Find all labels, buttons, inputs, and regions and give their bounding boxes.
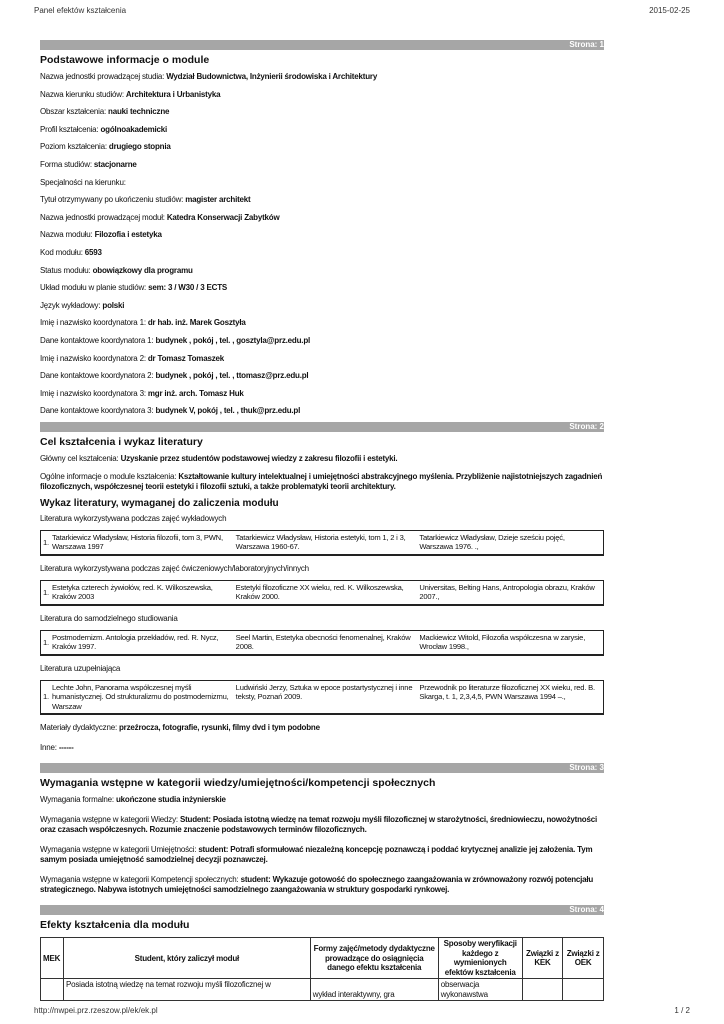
literature-entry	[40, 630, 604, 656]
page-separator	[40, 763, 604, 773]
info-row: Układ modułu w planie studiów: sem: 3 / W30 / 3 ECTS	[40, 283, 228, 293]
main-goal: Główny cel kształcenia: Uzyskanie przez studentów podstawowej wiedzy z zakresu filozofii i estetyki.	[40, 453, 398, 463]
section-title-literature: Wykaz literatury, wymaganej do zaliczenia modułu	[40, 497, 279, 509]
cell-forms: wykład interaktywny, gra	[310, 979, 438, 1001]
info-row: Profil kształcenia: ogólnoakademicki	[40, 124, 168, 134]
page-label: Strona: 4	[569, 905, 604, 915]
literature-entry	[40, 530, 604, 556]
literature-entry	[40, 680, 604, 716]
section-title-basic: Podstawowe informacje o module	[40, 54, 210, 66]
col-kek: Związki z KEK	[522, 938, 563, 979]
cell-verification: obserwacja wykonawstwa	[438, 979, 522, 1001]
page-label: Strona: 2	[569, 421, 604, 431]
general-info: Ogólne informacje o module kształcenia: Kształtowanie kultury intelektualnej i umiejętności abstrakcyjnego myślenia. Przybliżenie najistotniejszych zagadnień filozoficznych, współczesnej teorii estetyki i filozofii sztuki, a także problematyki teorii architektury.	[40, 471, 603, 491]
col-student: Student, który zaliczył moduł	[63, 938, 310, 979]
section-title-requirements: Wymagania wstępne w kategorii wiedzy/umiejętności/kompetencji społecznych	[40, 777, 436, 790]
info-row: Forma studiów: stacjonarne	[40, 159, 137, 169]
literature-entry	[40, 580, 604, 606]
page-label: Strona: 1	[569, 40, 604, 49]
section-title-goal: Cel kształcenia i wykaz literatury	[40, 435, 203, 448]
literature-item: Universitas, Belting Hans, Antropologia obrazu, Kraków 2007.,	[419, 582, 595, 602]
info-row: Status modułu: obowiązkowy dla programu	[40, 265, 193, 275]
entry-number: 1.	[43, 692, 49, 702]
basic-info-list	[40, 72, 604, 424]
literature-item: Lechte John, Panorama współczesnej myśli humanistycznej. Od strukturalizmu do postmodernizmu, Warszaw	[52, 682, 229, 711]
info-row: Obszar kształcenia: nauki techniczne	[40, 107, 170, 117]
page-footer	[34, 1006, 690, 1015]
requirements-list	[40, 815, 604, 895]
col-verification: Sposoby weryfikacji każdego z wymienionych efektów kształcenia	[438, 938, 522, 979]
literature-list	[40, 514, 604, 716]
literature-item: Mackiewicz Witold, Filozofia współczesna w zarysie, Wrocław 1998.,	[419, 632, 586, 652]
entry-number: 1.	[43, 587, 49, 597]
cell-oek	[563, 979, 604, 1001]
literature-group-label: Literatura wykorzystywana podczas zajęć wykładowych	[40, 513, 227, 523]
table-header-row	[41, 938, 604, 979]
effects-table	[40, 937, 604, 1001]
info-row: Dane kontaktowe koordynatora 1: budynek , pokój , tel. , gosztyla@prz.edu.pl	[40, 335, 311, 345]
cell-desc: Posiada istotną wiedzę na temat rozwoju myśli filozoficznej w	[63, 979, 310, 1001]
requirement-item: Wymagania wstępne w kategorii Kompetencji społecznych: student: Wykazuje gotowość do społecznego zaangażowania w zrównoważony rozwój potencjału strategicznego. Nabywa istotnych umiejętności samodzielnego zaangażowania w struktury gospodarki rynkowej.	[40, 875, 594, 895]
requirement-item: Wymagania wstępne w kategorii Umiejętności: student: Potrafi sformułować niezależną koncepcję poznawczą i poddać krytycznej analizie jej założenia. Tym samym posiada umiejętność samodzielnej decyzji poznawczej.	[40, 845, 593, 865]
literature-item: Tatarkiewicz Władysław, Historia estetyki, tom 1, 2 i 3, Warszawa 1960-67.	[235, 532, 406, 552]
literature-item: Estetyki filozoficzne XX wieku, red. K. Wilkoszewska, Kraków 2000.	[235, 582, 404, 602]
formal-requirements: Wymagania formalne: ukończone studia inżynierskie	[40, 795, 226, 805]
section-title-effects: Efekty kształcenia dla modułu	[40, 919, 190, 932]
col-forms: Formy zajęć/metody dydaktyczne prowadzące do osiągnięcia danego efektu kształcenia	[310, 938, 438, 979]
header-date: 2015-02-25	[649, 6, 690, 15]
info-row: Nazwa jednostki prowadzącej moduł: Katedra Konserwacji Zabytków	[40, 212, 280, 222]
footer-page-number: 1 / 2	[674, 1006, 690, 1015]
page-separator	[40, 422, 604, 432]
info-row: Kod modułu: 6593	[40, 247, 102, 257]
info-row: Tytuł otrzymywany po ukończeniu studiów: magister architekt	[40, 195, 251, 205]
info-row: Nazwa jednostki prowadzącej studia: Wydział Budownictwa, Inżynierii środowiska i Architektury	[40, 72, 378, 81]
literature-item: Tatarkiewicz Władysław, Dzieje sześciu pojęć, Warszawa 1976. .,	[419, 532, 565, 552]
cell-mek	[41, 979, 64, 1001]
col-mek: MEK	[41, 938, 64, 979]
literature-group-label: Literatura wykorzystywana podczas zajęć ćwiczeniowych/laboratoryjnych/innych	[40, 563, 309, 573]
document-body	[40, 40, 604, 1001]
other: Inne: ------	[40, 743, 74, 753]
materials: Materiały dydaktyczne: przeźrocza, fotografie, rysunki, filmy dvd i tym podobne	[40, 723, 320, 733]
literature-item: Przewodnik po literaturze filozoficznej XX wieku, red. B. Skarga, t. 1, 2,3,4,5, PWN Warszawa 1994 –.,	[419, 682, 595, 702]
requirement-item: Wymagania wstępne w kategorii Wiedzy: Student: Posiada istotną wiedzę na temat rozwoju myśli filozoficznej w starożytności, średniowieczu, nowożytności oraz czasach współczesnych. Rozumie znaczenie podstawowych terminów filozoficznych.	[40, 815, 597, 835]
info-row: Dane kontaktowe koordynatora 2: budynek , pokój , tel. , ttomasz@prz.edu.pl	[40, 371, 309, 381]
literature-item: Seel Martin, Estetyka obecności fenomenalnej, Kraków 2008.	[235, 632, 411, 652]
info-row: Dane kontaktowe koordynatora 3: budynek V, pokój , tel. , thuk@prz.edu.pl	[40, 406, 301, 416]
literature-group-label: Literatura uzupełniająca	[40, 663, 121, 673]
info-row: Nazwa kierunku studiów: Architektura i Urbanistyka	[40, 89, 221, 99]
info-row: Imię i nazwisko koordynatora 2: dr Tomasz Tomaszek	[40, 353, 225, 363]
literature-item: Estetyka czterech żywiołów, red. K. Wilkoszewska, Kraków 2003	[52, 582, 213, 602]
page-separator	[40, 905, 604, 915]
info-row: Imię i nazwisko koordynatora 1: dr hab. inż. Marek Gosztyła	[40, 318, 246, 328]
col-oek: Związki z OEK	[563, 938, 604, 979]
footer-url: http://nwpei.prz.rzeszow.pl/ek/ek.pl	[34, 1006, 158, 1015]
page-separator	[40, 40, 604, 50]
table-row	[41, 979, 604, 1001]
literature-group-label: Literatura do samodzielnego studiowania	[40, 613, 178, 623]
cell-kek	[522, 979, 563, 1001]
literature-item: Ludwiński Jerzy, Sztuka w epoce postartystycznej i inne teksty, Poznań 2009.	[235, 682, 413, 702]
literature-item: Postmodernizm. Antologia przekładów, red. R. Nycz, Kraków 1997.	[52, 632, 219, 652]
page-header	[34, 6, 690, 16]
entry-number: 1.	[43, 637, 49, 647]
page-label: Strona: 3	[569, 763, 604, 773]
info-row: Nazwa modułu: Filozofia i estetyka	[40, 230, 162, 240]
info-row: Język wykładowy: polski	[40, 300, 125, 310]
header-title: Panel efektów kształcenia	[34, 6, 127, 15]
info-row: Poziom kształcenia: drugiego stopnia	[40, 142, 171, 152]
entry-number: 1.	[43, 537, 49, 547]
literature-item: Tatarkiewicz Władysław, Historia filozofii, tom 3, PWN, Warszawa 1997	[52, 532, 223, 552]
info-row: Specjalności na kierunku:	[40, 177, 126, 187]
info-row: Imię i nazwisko koordynatora 3: mgr inż. arch. Tomasz Huk	[40, 388, 244, 398]
